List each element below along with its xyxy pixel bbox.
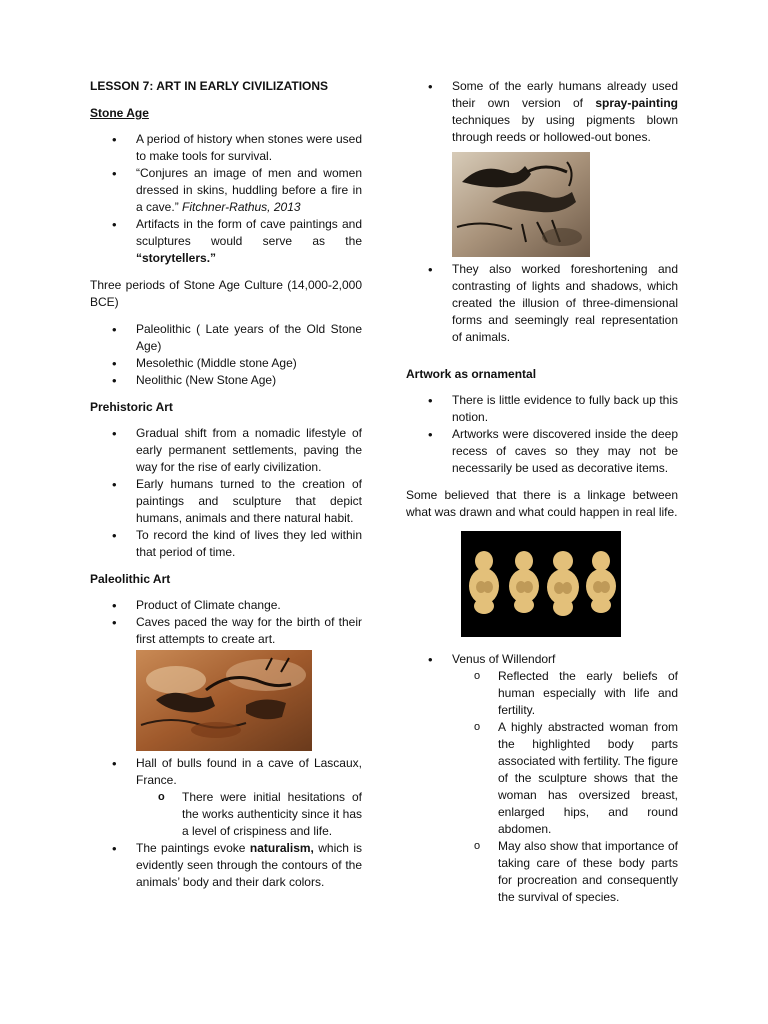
citation: Fitchner-Rathus, 2013 (182, 200, 301, 214)
paleolithic-art-heading: Paleolithic Art (90, 572, 171, 586)
list-item: • Mesolethic (Middle stone Age) (90, 355, 362, 372)
venus-figurines-image (461, 531, 621, 637)
lascaux-sublist (136, 789, 362, 840)
list-item: • Artifacts in the form of cave paintings and sculptures would serve as the “storytellers.” (90, 216, 362, 267)
left-column (90, 78, 362, 901)
right-column (406, 78, 678, 916)
venus-list (406, 651, 678, 906)
list-item: • Paleolithic ( Late years of the Old Stone Age) (90, 321, 362, 355)
prehistoric-art-heading: Prehistoric Art (90, 400, 173, 414)
prehistoric-art-list (90, 425, 362, 561)
spacer (406, 352, 678, 366)
list-item: • To record the kind of lives they led within that period of time. (90, 527, 362, 561)
periods-intro: Three periods of Stone Age Culture (14,000-2,000 BCE) (90, 278, 362, 309)
list-item: o May also show that importance of taking care of these body parts for procreation and consequently the survival of species. (452, 838, 678, 906)
periods-list (90, 321, 362, 389)
linkage-paragraph: Some believed that there is a linkage between what was drawn and what could happen in real life. (406, 488, 678, 519)
list-item: o There were initial hesitations of the works authenticity since it has a level of crispiness and life. (136, 789, 362, 840)
list-item: • Hall of bulls found in a cave of Lascaux, France. o There were initial hesitations of the works authenticity since it has a level of crispiness and life. (90, 755, 362, 840)
stone-age-list (90, 131, 362, 267)
list-item: • Product of Climate change. (90, 597, 362, 614)
list-item: o A highly abstracted woman from the highlighted body parts associated with fertility. The figure of the sculpture shows that the woman has oversized breast, enlarged hips, and round abdomen. (452, 719, 678, 838)
ornamental-list (406, 392, 678, 477)
stone-age-heading: Stone Age (90, 106, 149, 120)
list-item: • Artworks were discovered inside the deep recess of caves so they may not be necessarily be used as decorative items. (406, 426, 678, 477)
cave-horses-painting-image (452, 152, 590, 257)
spray-list (406, 78, 678, 346)
ornamental-heading: Artwork as ornamental (406, 367, 537, 381)
list-item: • Gradual shift from a nomadic lifestyle of early permanent settlements, paving the way for the rise of early civilization. (90, 425, 362, 476)
lascaux-cave-painting-image (136, 650, 312, 751)
list-item: • Some of the early humans already used their own version of spray-painting techniques by using pigments blown through reeds or hollowed-out bones. (406, 78, 678, 257)
paleolithic-art-list (90, 597, 362, 891)
list-item: • Early humans turned to the creation of paintings and sculpture that depict humans, animals and there natural habit. (90, 476, 362, 527)
list-item: • Neolithic (New Stone Age) (90, 372, 362, 389)
list-item: • There is little evidence to fully back up this notion. (406, 392, 678, 426)
list-item: o Reflected the early beliefs of human especially with life and fertility. (452, 668, 678, 719)
lesson-title: LESSON 7: ART IN EARLY CIVILIZATIONS (90, 79, 329, 93)
list-item: • The paintings evoke naturalism, which is evidently seen through the contours of the animals’ body and their dark colors. (90, 840, 362, 891)
list-item: • A period of history when stones were used to make tools for survival. (90, 131, 362, 165)
list-item: • They also worked foreshortening and contrasting of lights and shadows, which created the illusion of three-dimensional forms and seemingly real representation of animals. (406, 261, 678, 346)
list-item: • Venus of Willendorf o Reflected the early beliefs of human especially with life and fertility. o A highly abstracted woman from the highlighted body parts associated with fertility. The figure of the sculpture shows that the woman has oversized breast, enlarged hips, and round abdomen. o May also show that importance of taking care of these body parts for procreation and consequently the survival of species. (406, 651, 678, 906)
list-item: • “Conjures an image of men and women dressed in skins, huddling before a fire in a cave.” Fitchner-Rathus, 2013 (90, 165, 362, 216)
list-item: • Caves paced the way for the birth of their first attempts to create art. (90, 614, 362, 751)
venus-sublist (452, 668, 678, 906)
